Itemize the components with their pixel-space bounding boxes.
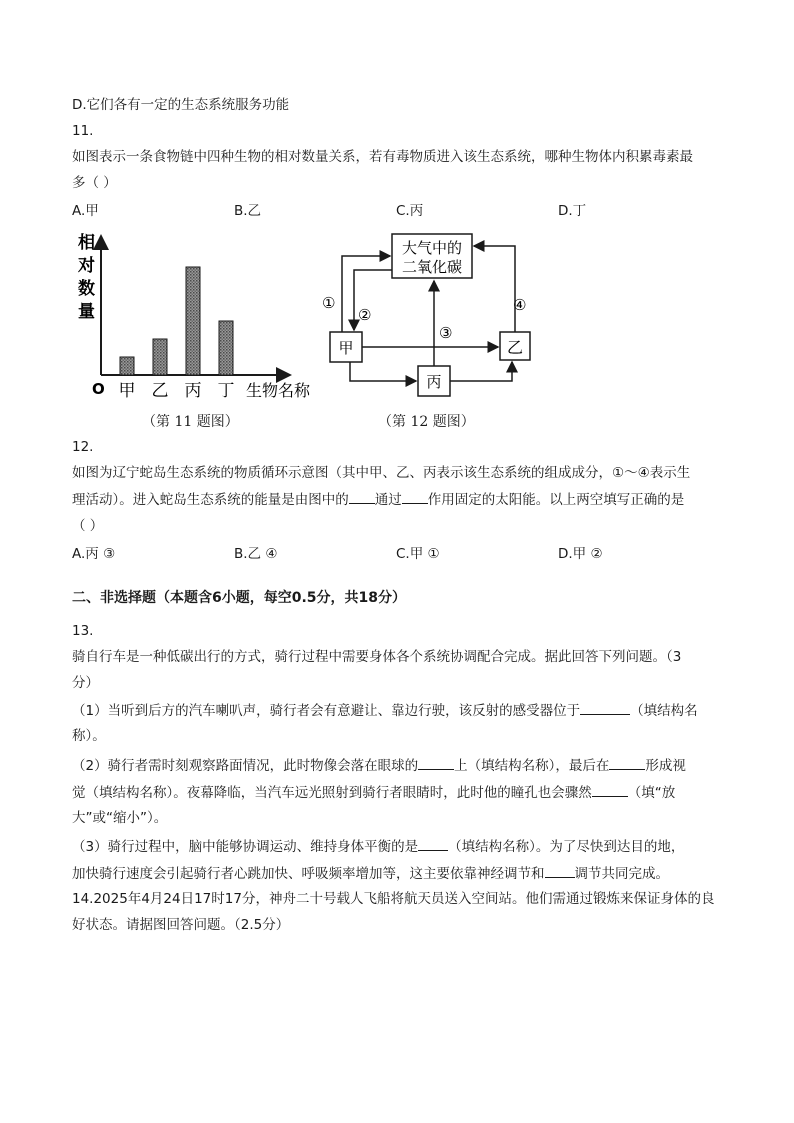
q14-stem-line1: 14.2025年4月24日17时17分，神舟二十号载人飞船将航天员送入空间站。他们需通过锻炼来保证身体的良	[72, 891, 715, 907]
x-tick-label-3: 丙	[184, 381, 202, 401]
mark-1: ①	[322, 294, 336, 312]
q11-number: 11.	[72, 123, 94, 139]
q13-part2-line1	[72, 755, 686, 776]
q13-stem-line2: 分）	[72, 675, 99, 691]
q11-option-c: C.丙	[396, 203, 424, 219]
q12-stem-line3: （ ）	[72, 518, 104, 534]
q13-p3-text-c: 加快骑行速度会引起骑行者心跳加快、呼吸频率增加等，这主要依靠神经调节和	[72, 866, 545, 882]
bar-3	[186, 267, 200, 375]
q13-p2-text-a: （2）骑行者需时刻观察路面情况，此时物像会落在眼球的	[72, 758, 419, 774]
figure11-caption: （第 11 题图）	[142, 414, 239, 430]
box-atmosphere-line1: 大气中的	[401, 239, 463, 257]
node-bing-label: 丙	[426, 373, 442, 391]
y-axis-label-1: 相	[78, 233, 95, 253]
q13-p1-text-b: （填结构名	[630, 703, 698, 719]
q12-stem-text-a: 理活动）。进入蛇岛生态系统的能量是由图中的	[72, 492, 349, 508]
section-heading: 二、非选择题（本题含6小题，每空0.5分，共18分）	[72, 590, 407, 606]
x-tick-label-1: 甲	[118, 381, 136, 401]
x-axis-label: 生物名称	[246, 381, 311, 400]
q13-p3-text-b: （填结构名称）。为了尽快到达目的地，	[448, 839, 685, 855]
y-axis-label-2: 对	[78, 256, 95, 276]
q12-blank-1[interactable]	[349, 489, 375, 504]
box-atmosphere-line2: 二氧化碳	[401, 258, 463, 276]
q13-part1-line2: 称）。	[72, 728, 106, 744]
q12-option-c: C.甲 ①	[396, 546, 440, 562]
y-axis-label-4: 量	[78, 302, 95, 322]
q11-stem-line1: 如图表示一条食物链中四种生物的相对数量关系，若有毒物质进入该生态系统，哪种生物体内积累毒素最	[72, 149, 693, 165]
q11-option-b: B.乙	[234, 203, 262, 219]
q13-number: 13.	[72, 623, 94, 639]
mark-4: ④	[513, 296, 527, 314]
x-tick-label-4: 丁	[217, 381, 235, 401]
q13-blank-vision-center[interactable]	[609, 755, 645, 770]
bar-4	[219, 321, 233, 375]
q13-p2-text-e: （填“放	[627, 785, 676, 801]
y-axis-label-3: 数	[78, 279, 95, 299]
q13-p1-text-a: （1）当听到后方的汽车喇叭声，骑行者会有意避让、靠边行驶，该反射的感受器位于	[72, 703, 581, 719]
q11-bar-chart	[70, 226, 330, 406]
mark-2: ②	[358, 306, 372, 324]
node-jia-label: 甲	[338, 339, 354, 357]
q13-part3-line1	[72, 836, 684, 857]
q13-blank-retina[interactable]	[418, 755, 454, 770]
arrow-jia-bing	[350, 362, 416, 381]
q13-p3-text-d: 调节共同完成。	[574, 866, 669, 882]
q11-option-a: A.甲	[72, 203, 99, 219]
q14-stem-line2: 好状态。请据图回答问题。（2.5分）	[72, 917, 290, 933]
q13-part3-line2	[72, 863, 669, 884]
q12-option-a: A.丙 ③	[72, 546, 116, 562]
q13-p2-text-c: 形成视	[645, 758, 686, 774]
q13-blank-cerebellum[interactable]	[418, 836, 448, 851]
arrow-4	[474, 246, 515, 332]
q13-part2-line2	[72, 782, 675, 803]
q12-cycle-diagram	[320, 226, 540, 406]
q12-option-b: B.乙 ④	[234, 546, 278, 562]
q13-p2-text-d: 觉（填结构名称）。夜幕降临，当汽车远光照射到骑行者眼睛时，此时他的瞳孔也会骤然	[72, 785, 592, 801]
q12-blank-2[interactable]	[402, 489, 428, 504]
q10-option-d: D.它们各有一定的生态系统服务功能	[72, 97, 290, 113]
q12-stem-text-c: 作用固定的太阳能。以上两空填写正确的是	[427, 492, 685, 508]
q11-stem-line2: 多（ ）	[72, 175, 117, 191]
q12-number: 12.	[72, 439, 94, 455]
figure12-caption: （第 12 题图）	[378, 414, 475, 430]
q13-blank-receptor[interactable]	[580, 700, 630, 715]
arrow-bing-yi	[450, 362, 512, 381]
node-yi-label: 乙	[506, 338, 524, 357]
q12-stem-line1: 如图为辽宁蛇岛生态系统的物质循环示意图（其中甲、乙、丙表示该生态系统的组成成分，①～④表示生	[72, 465, 691, 481]
q13-part2-line3: 大”或“缩小”）。	[72, 810, 168, 826]
x-tick-label-2: 乙	[151, 381, 169, 401]
q13-p3-text-a: （3）骑行过程中，脑中能够协调运动、维持身体平衡的是	[72, 839, 419, 855]
mark-3: ③	[439, 324, 453, 342]
origin-label: O	[92, 380, 105, 398]
bar-1	[120, 357, 134, 375]
q12-option-d: D.甲 ②	[558, 546, 603, 562]
q12-stem-line2	[72, 489, 684, 510]
q13-p2-text-b: 上（填结构名称），最后在	[454, 758, 610, 774]
bar-2	[153, 339, 167, 375]
q11-option-d: D.丁	[558, 203, 587, 219]
q12-stem-text-b: 通过	[374, 492, 402, 508]
q13-stem-line1: 骑自行车是一种低碳出行的方式，骑行过程中需要身体各个系统协调配合完成。据此回答下列问题。（3	[72, 649, 682, 665]
q13-blank-hormone[interactable]	[545, 863, 575, 878]
q13-part1-line1	[72, 700, 698, 721]
q13-blank-pupil[interactable]	[592, 782, 628, 797]
